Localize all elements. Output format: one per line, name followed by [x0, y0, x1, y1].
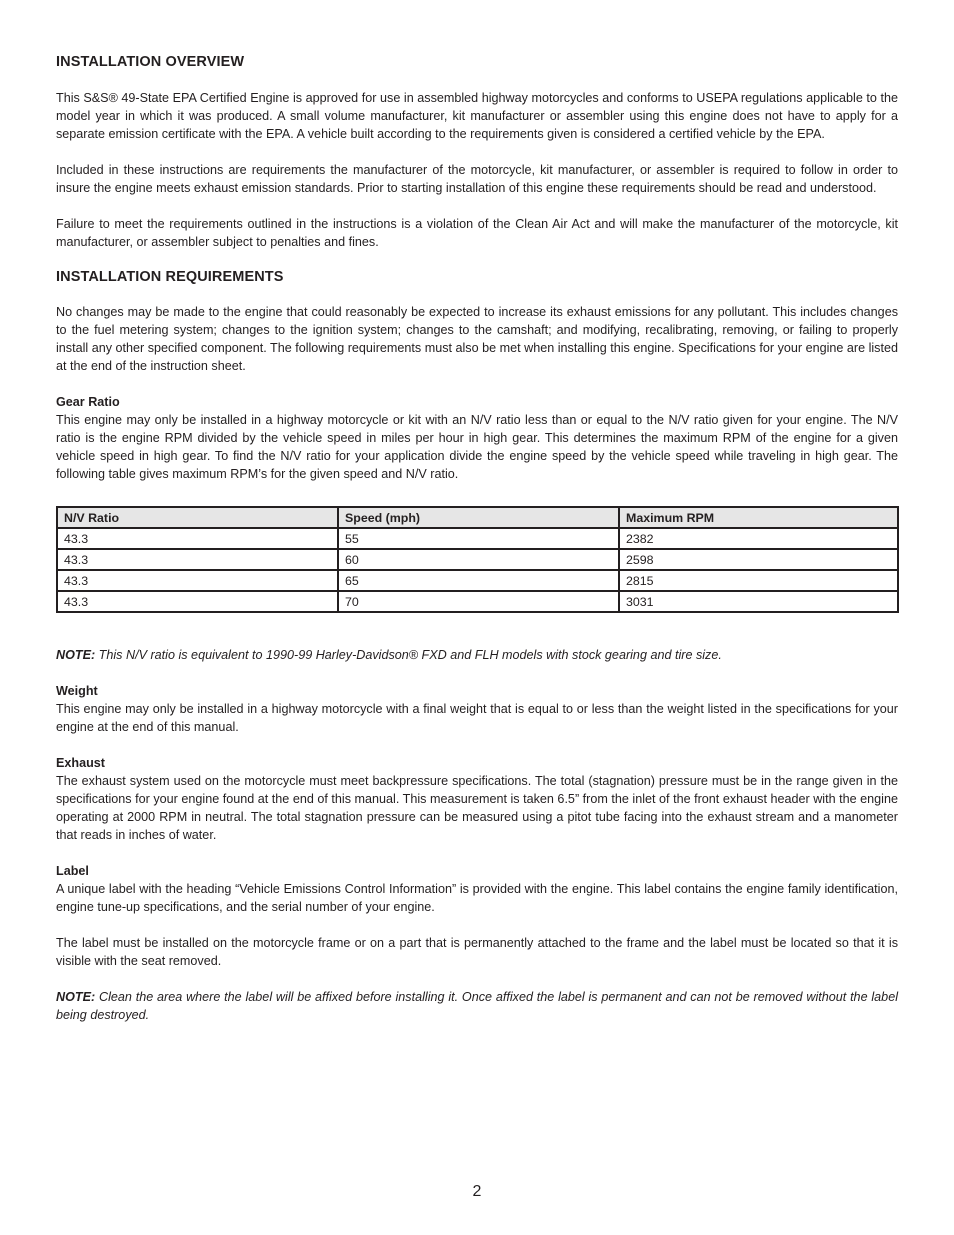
table-cell: 60 — [338, 549, 619, 570]
label-title: Label — [56, 864, 89, 878]
table-row — [57, 549, 898, 570]
note-text: Clean the area where the label will be affixed before installing it. Once affixed the label is permanent and can not be removed without the label being destroyed. — [56, 990, 898, 1022]
installation-requirements-heading: INSTALLATION REQUIREMENTS — [56, 269, 284, 285]
label-text-2: The label must be installed on the motorcycle frame or on a part that is permanently attached to the frame and the label must be located so that it is visible with the seat removed. — [56, 936, 898, 968]
table-cell: 2598 — [619, 549, 898, 570]
exhaust-text: The exhaust system used on the motorcycle must meet backpressure specifications. The total (stagnation) pressure must be in the range given in the specifications for your engine found at the end of this manual. This measurement is taken 6.5” from the inlet of the front exhaust header with the engine operating at 2000 RPM in neutral. The total stagnation pressure can be measured using a pitot tube facing into the exhaust stream and a manometer that reads in inches of water. — [56, 774, 898, 842]
table-cell: 2382 — [619, 528, 898, 549]
document-page — [56, 52, 898, 1024]
table-cell: 70 — [338, 591, 619, 612]
table-cell: 43.3 — [57, 528, 338, 549]
table-header-nv-ratio: N/V Ratio — [57, 507, 338, 528]
overview-paragraph-2: Included in these instructions are requirements the manufacturer of the motorcycle, kit manufacturer, or assembler is required to follow in order to insure the engine meets exhaust emission standards. Prior to starting installation of this engine these requirements should be read and understood. — [56, 163, 898, 195]
table-row — [57, 570, 898, 591]
table-cell: 65 — [338, 570, 619, 591]
note-label: NOTE: — [56, 990, 96, 1004]
installation-overview-heading: INSTALLATION OVERVIEW — [56, 54, 245, 70]
weight-text: This engine may only be installed in a highway motorcycle with a final weight that is equal to or less than the weight listed in the specifications for your engine at the end of this manual. — [56, 702, 898, 734]
exhaust-title: Exhaust — [56, 756, 105, 770]
table-header-speed: Speed (mph) — [338, 507, 619, 528]
gear-ratio-title: Gear Ratio — [56, 395, 120, 409]
table-cell: 55 — [338, 528, 619, 549]
weight-title: Weight — [56, 684, 98, 698]
overview-paragraph-1: This S&S® 49-State EPA Certified Engine is approved for use in assembled highway motorcycles and conforms to USEPA regulations applicable to the model year in which it was produced. A small volume manufacturer, kit manufacturer or assembler using this engine does not have to apply for a separate emission certificate with the EPA. A vehicle built according to the requirements given is considered a certified vehicle by the EPA. — [56, 91, 898, 141]
table-cell: 43.3 — [57, 591, 338, 612]
nv-ratio-table — [56, 506, 899, 613]
note-label: NOTE: — [56, 648, 96, 662]
overview-paragraph-3: Failure to meet the requirements outlined in the instructions is a violation of the Clean Air Act and will make the manufacturer of the motorcycle, kit manufacturer, or assembler subject to penalties and fines. — [56, 217, 898, 249]
page-number: 2 — [472, 1183, 482, 1200]
table-cell: 43.3 — [57, 570, 338, 591]
table-cell: 3031 — [619, 591, 898, 612]
table-header-row — [57, 507, 898, 528]
table-row — [57, 591, 898, 612]
gear-ratio-text: This engine may only be installed in a highway motorcycle or kit with an N/V ratio less than or equal to the N/V ratio given for your engine. The N/V ratio is the engine RPM divided by the vehicle speed in miles per hour in high gear. This determines the maximum RPM of the engine for a given vehicle speed in high gear. To find the N/V ratio for your application divide the engine speed by the vehicle speed while traveling in high gear. The following table gives maximum RPM’s for the given speed and N/V ratio. — [56, 413, 898, 481]
table-row — [57, 528, 898, 549]
label-note — [56, 988, 898, 1024]
requirements-intro: No changes may be made to the engine that could reasonably be expected to increase its exhaust emissions for any pollutant. This includes changes to the fuel metering system; changes to the ignition system; changes to the camshaft; and modifying, recalibrating, removing, or failing to properly install any other specified component. The following requirements must also be met when installing this engine. Specifications for your engine are listed at the end of the instruction sheet. — [56, 305, 898, 373]
table-cell: 43.3 — [57, 549, 338, 570]
note-text: This N/V ratio is equivalent to 1990-99 Harley-Davidson® FXD and FLH models with stock gearing and tire size. — [95, 648, 722, 662]
table-header-max-rpm: Maximum RPM — [619, 507, 898, 528]
table-cell: 2815 — [619, 570, 898, 591]
nv-ratio-note — [56, 646, 898, 664]
label-text-1: A unique label with the heading “Vehicle Emissions Control Information” is provided with the engine. This label contains the engine family identification, engine tune-up specifications, and the serial number of your engine. — [56, 882, 898, 914]
